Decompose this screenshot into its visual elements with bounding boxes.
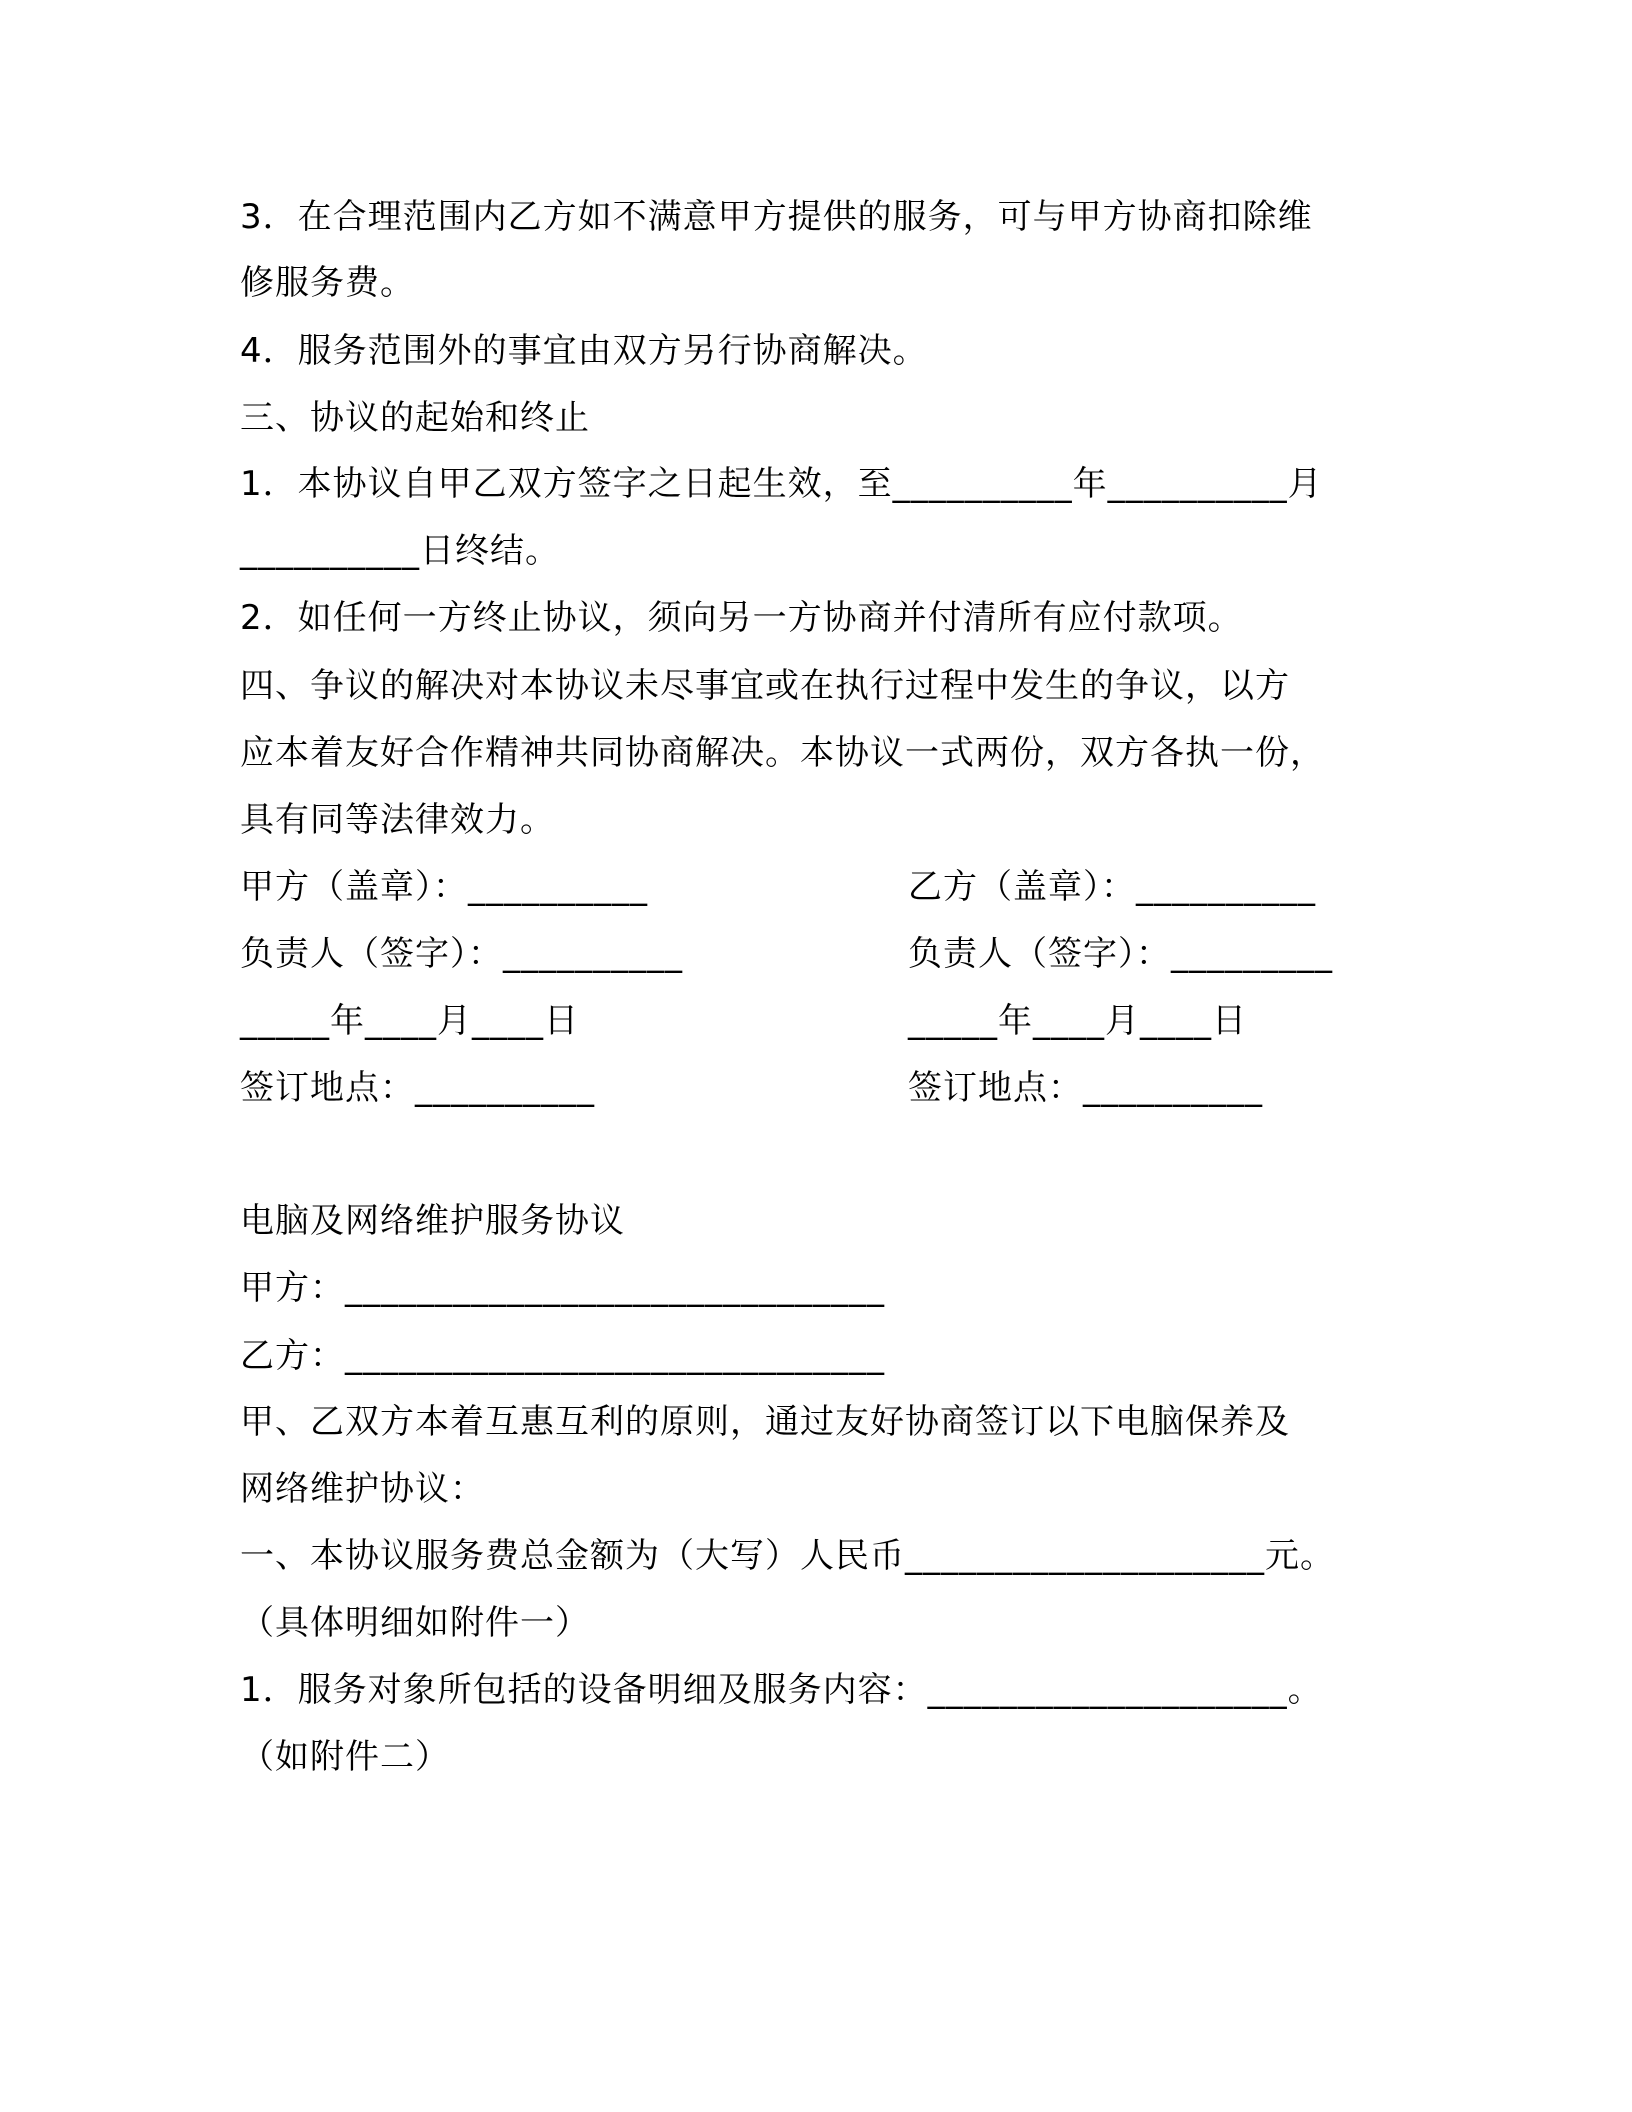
service-scope-line-1: 1．服务对象所包括的设备明细及服务内容：____________________。: [240, 1670, 1323, 1710]
agreement-intro-line-1: 甲、乙双方本着互惠互利的原则，通过友好协商签订以下电脑保养及: [240, 1402, 1290, 1442]
agreement-intro-line-2: 网络维护协议：: [240, 1469, 485, 1509]
party-b-signer-field: 负责人（签字）：_________: [908, 934, 1333, 974]
party-b-seal-field: 乙方（盖章）：__________: [908, 867, 1316, 907]
section-3-item-1-line-2: __________日终结。: [240, 531, 560, 571]
section-3-item-1-line-1: 1．本协议自甲乙双方签字之日起生效，至__________年__________月: [240, 464, 1323, 504]
party-a-seal-field: 甲方（盖章）：__________: [240, 867, 648, 907]
fee-clause-line-1: 一、本协议服务费总金额为（大写）人民币____________________元。: [240, 1536, 1335, 1576]
party-a-signer-field: 负责人（签字）：__________: [240, 934, 683, 974]
section-3-heading: 三、协议的起始和终止: [240, 398, 590, 438]
section-3-item-2: 2．如任何一方终止协议，须向另一方协商并付清所有应付款项。: [240, 598, 1243, 638]
party-b-place-field: 签订地点：__________: [908, 1068, 1263, 1108]
section-4-line-2: 应本着友好合作精神共同协商解决。本协议一式两份，双方各执一份，: [240, 733, 1325, 773]
clause-3-line-1: 3．在合理范围内乙方如不满意甲方提供的服务，可与甲方协商扣除维: [240, 197, 1313, 237]
service-scope-line-2: （如附件二）: [240, 1737, 450, 1777]
fee-clause-line-2: （具体明细如附件一）: [240, 1603, 590, 1643]
agreement-party-b: 乙方：______________________________: [240, 1336, 885, 1376]
section-4-line-1: 四、争议的解决对本协议未尽事宜或在执行过程中发生的争议，以方: [240, 666, 1290, 706]
clause-3-line-2: 修服务费。: [240, 263, 415, 303]
section-4-line-3: 具有同等法律效力。: [240, 800, 555, 840]
agreement-title: 电脑及网络维护服务协议: [240, 1201, 625, 1241]
party-a-place-field: 签订地点：__________: [240, 1068, 595, 1108]
party-b-date-field: _____年____月____日: [908, 1001, 1247, 1041]
party-a-date-field: _____年____月____日: [240, 1001, 579, 1041]
clause-4: 4．服务范围外的事宜由双方另行协商解决。: [240, 331, 928, 371]
agreement-party-a: 甲方：______________________________: [240, 1268, 885, 1308]
